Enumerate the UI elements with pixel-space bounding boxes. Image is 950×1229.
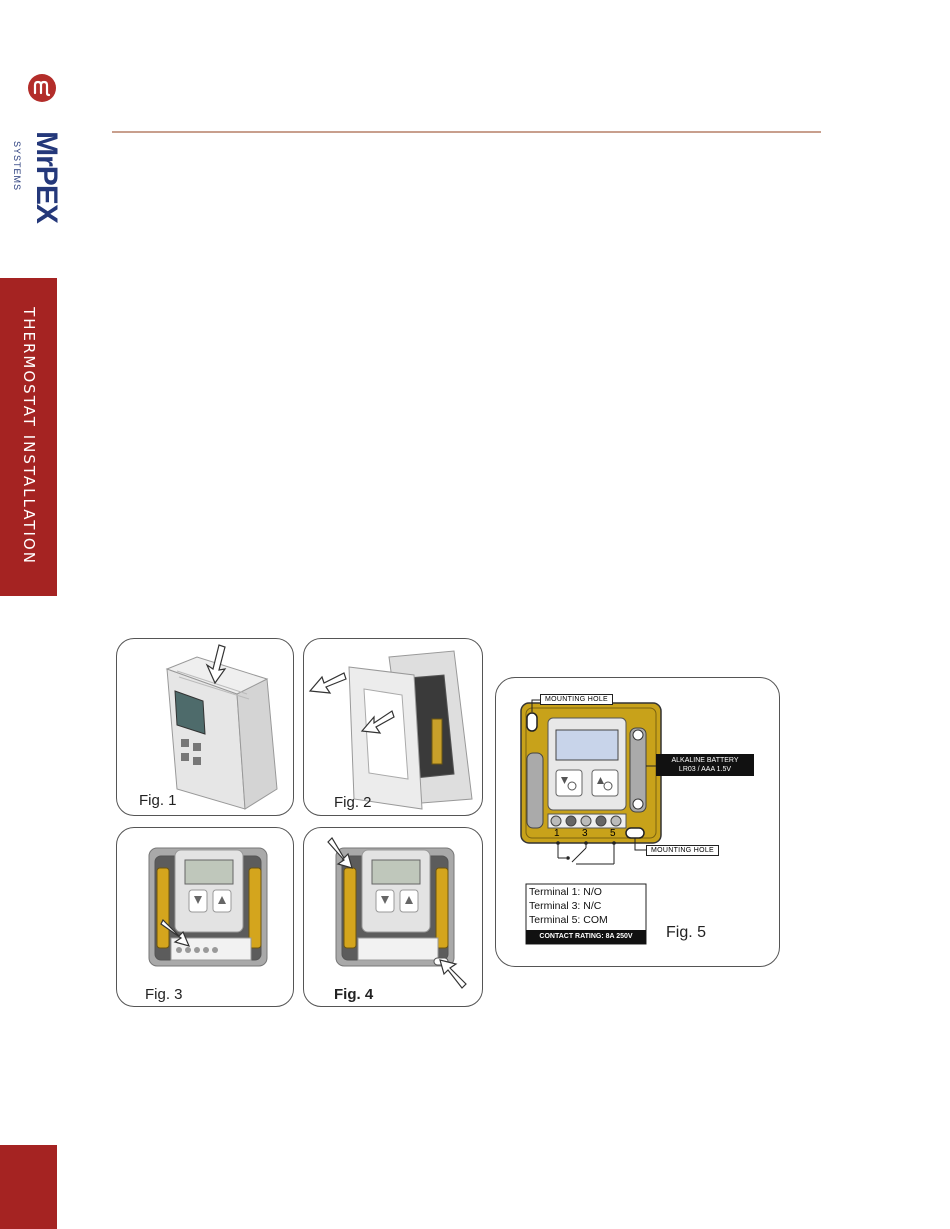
footer-tab: [0, 1145, 57, 1229]
terminal-legend-item: Terminal 3: N/C: [529, 900, 602, 912]
figure-1-label: Fig. 1: [139, 792, 177, 809]
thermostat-open-illustration: [304, 639, 483, 816]
battery-label-line1: ALKALINE BATTERY: [671, 757, 739, 764]
thermostat-angled-illustration: [117, 639, 294, 816]
battery-label-line2: LR03 / AAA 1.5V: [678, 766, 732, 773]
brand-logo-mark: [28, 74, 56, 102]
terminal-legend: [529, 885, 645, 927]
section-tab-label: THERMOSTAT INSTALLATION: [20, 307, 38, 565]
terminal-number-3: 3: [582, 828, 588, 839]
figure-2: [303, 638, 483, 816]
figure-1: [116, 638, 294, 816]
arrow-icon: [440, 960, 466, 988]
section-tab: [0, 278, 57, 596]
terminal-legend-item: Terminal 5: COM: [529, 914, 608, 926]
brand-logo-tagline-wrap: [6, 110, 26, 230]
figure-5: [495, 677, 780, 967]
header-divider: [112, 131, 821, 133]
figure-3: [116, 827, 294, 1007]
thermostat-back-illustration: [117, 828, 294, 1007]
brand-logo-tagline: SYSTEMS: [12, 140, 22, 191]
contact-rating: CONTACT RATING: 8A 250V: [539, 933, 633, 940]
mounting-hole-top-label: MOUNTING HOLE: [540, 694, 613, 705]
figure-2-label: Fig. 2: [334, 794, 372, 811]
terminal-legend-item: Terminal 1: N/O: [529, 886, 602, 898]
brand-logo-name: MrPEX: [30, 131, 63, 223]
logo-swirl-icon: [28, 74, 56, 102]
figure-5-label: Fig. 5: [666, 924, 707, 941]
terminal-number-1: 1: [554, 828, 560, 839]
thermostat-mounting-illustration: [304, 828, 483, 1007]
arrow-left-icon: [310, 673, 346, 693]
figure-3-label: Fig. 3: [145, 986, 183, 1003]
figure-4: [303, 827, 483, 1007]
terminal-number-5: 5: [610, 828, 616, 839]
battery-label: [656, 754, 754, 776]
figure-4-label: Fig. 4: [334, 986, 374, 1003]
mounting-hole-bottom-label: MOUNTING HOLE: [646, 845, 719, 856]
brand-logo: [26, 108, 63, 232]
